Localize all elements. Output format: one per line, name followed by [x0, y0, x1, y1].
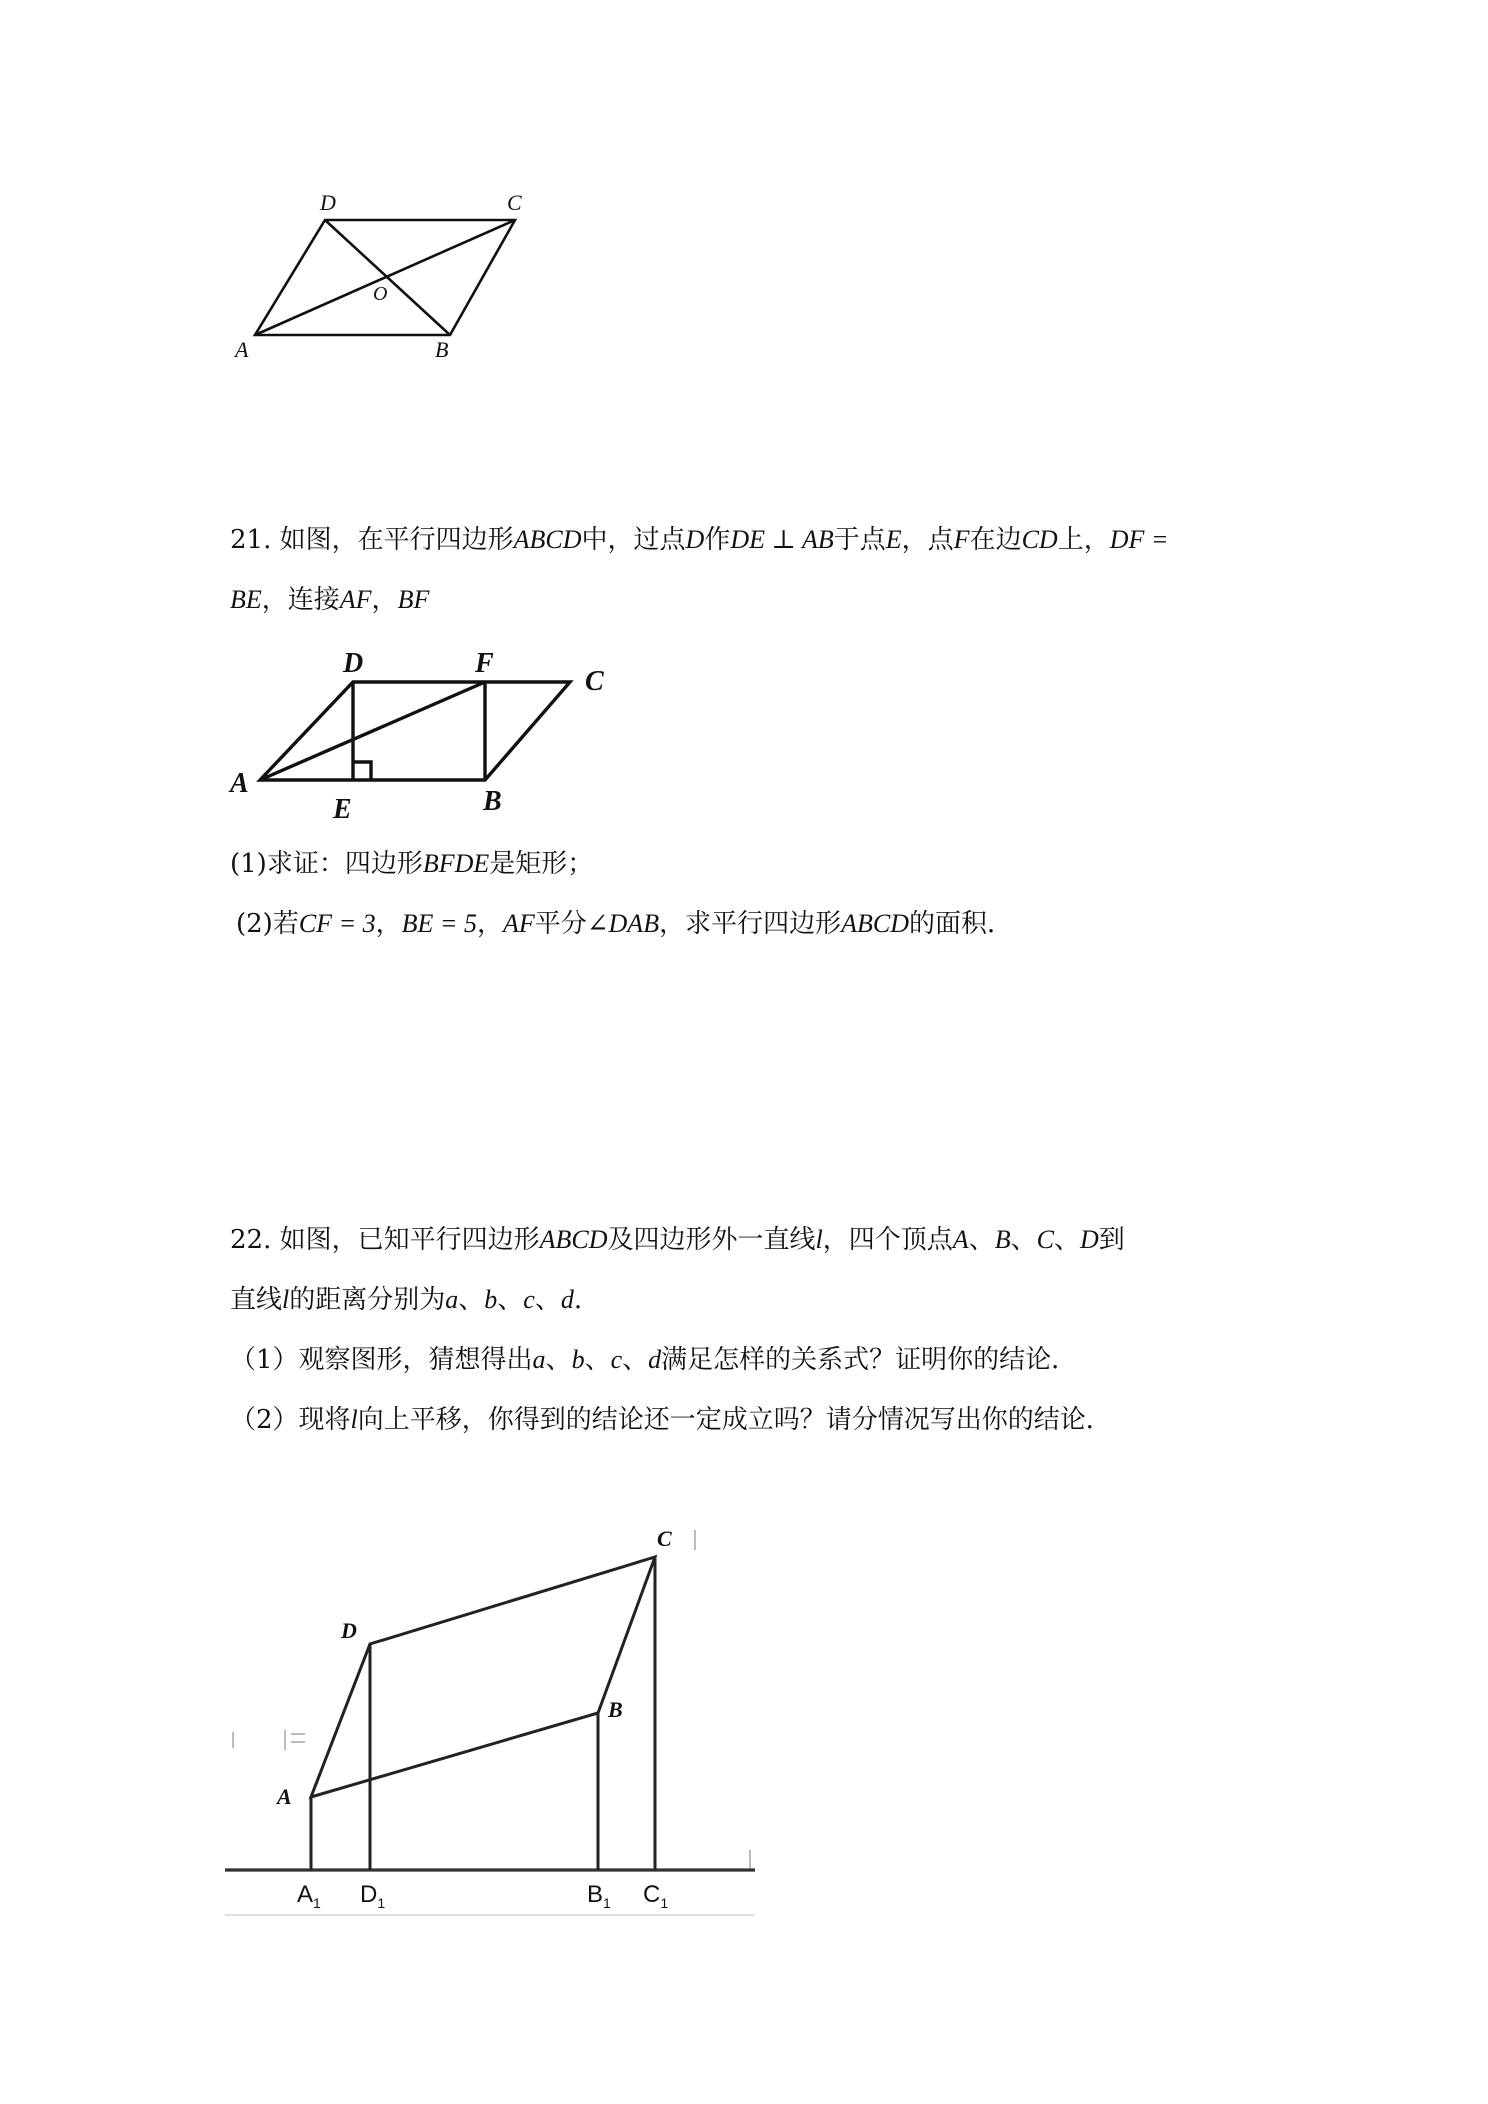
label-c: C	[507, 190, 522, 215]
q22-text: 到	[1098, 1225, 1125, 1255]
q21-text: ，	[371, 585, 398, 615]
q21-math: CF = 3	[298, 909, 376, 938]
label-b: B	[483, 786, 502, 817]
q22-math: l	[282, 1285, 290, 1314]
q22-text: 、	[968, 1225, 995, 1255]
diagonal-ac	[255, 220, 515, 335]
q21-math: ABCD	[841, 909, 909, 938]
q22-math: a	[445, 1285, 459, 1314]
q22-math: ABCD	[539, 1225, 608, 1254]
right-angle-mark	[353, 762, 371, 780]
q22-text: 如图，已知平行四边形	[279, 1225, 540, 1255]
label-c: C	[585, 666, 604, 697]
q22-text: 、	[458, 1285, 485, 1315]
label-b1: $B_1$	[587, 1881, 611, 1911]
q22-math: B	[994, 1225, 1011, 1254]
q22-text: 、	[622, 1345, 649, 1375]
q21-text: 平分	[534, 909, 587, 939]
q21-text: ，	[476, 909, 503, 939]
label-b: B	[435, 337, 449, 362]
q21-part1	[230, 834, 593, 894]
q21-math: AF	[502, 909, 535, 938]
label-d: D	[341, 1618, 357, 1643]
q21-statement-line2	[230, 570, 429, 630]
q21-number: 21.	[230, 525, 272, 555]
q22-text: （2）现将	[230, 1405, 351, 1435]
q22-math: b	[484, 1285, 498, 1314]
q22-text: 、	[1010, 1225, 1037, 1255]
label-a1: $A_1$	[297, 1881, 321, 1911]
q22-number: 22.	[230, 1225, 272, 1255]
parallelogram-line-figure-22	[225, 1520, 755, 1940]
q21-math: D	[685, 525, 705, 554]
q21-part2	[236, 894, 1013, 954]
q21-math: DE ⊥ AB	[730, 525, 834, 554]
q21-text: ，求平行四边形	[659, 909, 842, 939]
label-e: E	[333, 794, 352, 825]
q22-text: 、	[545, 1345, 572, 1375]
q22-math: l	[350, 1405, 358, 1434]
q21-text: (1)求证：四边形	[230, 849, 423, 879]
q22-text: 及四边形外一直线	[607, 1225, 816, 1255]
diagonal-bd	[325, 220, 450, 335]
q21-text: 上，	[1057, 525, 1110, 555]
label-o: O	[373, 283, 388, 305]
q22-math: D	[1079, 1225, 1099, 1254]
q22-math: A	[952, 1225, 969, 1254]
q21-math: BF	[397, 585, 430, 614]
q21-text: ，点	[901, 525, 954, 555]
q22-text: 直线	[230, 1285, 283, 1315]
q22-text: .	[573, 1285, 583, 1315]
label-a: A	[277, 1784, 292, 1809]
label-b: B	[608, 1697, 623, 1722]
q22-text: 、	[534, 1285, 561, 1315]
label-d: D	[343, 648, 364, 679]
q21-math: BE	[230, 585, 262, 614]
q21-text: 作	[704, 525, 731, 555]
q22-math: b	[571, 1345, 585, 1374]
q22-statement-line2	[230, 1270, 582, 1330]
q21-text: 如图，在平行四边形	[279, 525, 514, 555]
q21-text: 的面积．	[908, 909, 1013, 939]
q21-text: 中，过点	[581, 525, 686, 555]
label-c1: $C_1$	[643, 1881, 669, 1911]
q21-text: ，	[375, 909, 402, 939]
parallelogram-abcd-22	[311, 1557, 655, 1797]
q22-statement-line1	[230, 1210, 1125, 1270]
q22-text: 、	[1053, 1225, 1080, 1255]
q22-text: （1）观察图形，猜想得出	[230, 1345, 533, 1375]
q22-math: d	[560, 1285, 574, 1314]
q21-math: DF =	[1109, 525, 1169, 554]
q21-text: 是矩形；	[489, 849, 594, 879]
q22-text: 满足怎样的关系式？证明你的结论．	[661, 1345, 1078, 1375]
parallelogram-abcd-21	[260, 682, 570, 780]
q21-math: E	[885, 525, 902, 554]
q22-math: c	[523, 1285, 535, 1314]
label-a: A	[235, 337, 249, 362]
q21-text: 于点	[833, 525, 886, 555]
label-d: D	[320, 190, 336, 215]
label-d1: $D_1$	[360, 1881, 386, 1911]
q22-text: ，四个顶点	[822, 1225, 953, 1255]
q22-part2	[230, 1390, 1112, 1450]
label-a: A	[230, 768, 249, 799]
q21-statement-line1	[230, 510, 1168, 570]
q21-math: AF	[339, 585, 372, 614]
q22-text: 的距离分别为	[289, 1285, 446, 1315]
q21-math: F	[953, 525, 970, 554]
q22-math: a	[532, 1345, 546, 1374]
q21-text: ，连接	[261, 585, 340, 615]
q21-math: CD	[1021, 525, 1058, 554]
parallelogram-figure-21	[225, 640, 625, 825]
q22-math: d	[648, 1345, 662, 1374]
parallelogram-figure-1	[225, 185, 555, 365]
q21-text: (2)若	[236, 909, 299, 939]
q21-math: ∠DAB	[586, 909, 660, 938]
q22-math: C	[1036, 1225, 1054, 1254]
q22-math: c	[610, 1345, 623, 1374]
label-c: C	[657, 1526, 672, 1551]
q22-math: l	[815, 1225, 823, 1254]
q22-text: 向上平移，你得到的结论还一定成立吗？请分情况写出你的结论．	[357, 1405, 1112, 1435]
q22-part1	[230, 1330, 1077, 1390]
q21-text: 在边	[969, 525, 1022, 555]
q21-math: BFDE	[422, 849, 490, 878]
label-f: F	[475, 648, 494, 679]
q22-text: 、	[584, 1345, 611, 1375]
q21-math: BE = 5	[401, 909, 477, 938]
q22-text: 、	[497, 1285, 524, 1315]
q21-math: ABCD	[513, 525, 582, 554]
